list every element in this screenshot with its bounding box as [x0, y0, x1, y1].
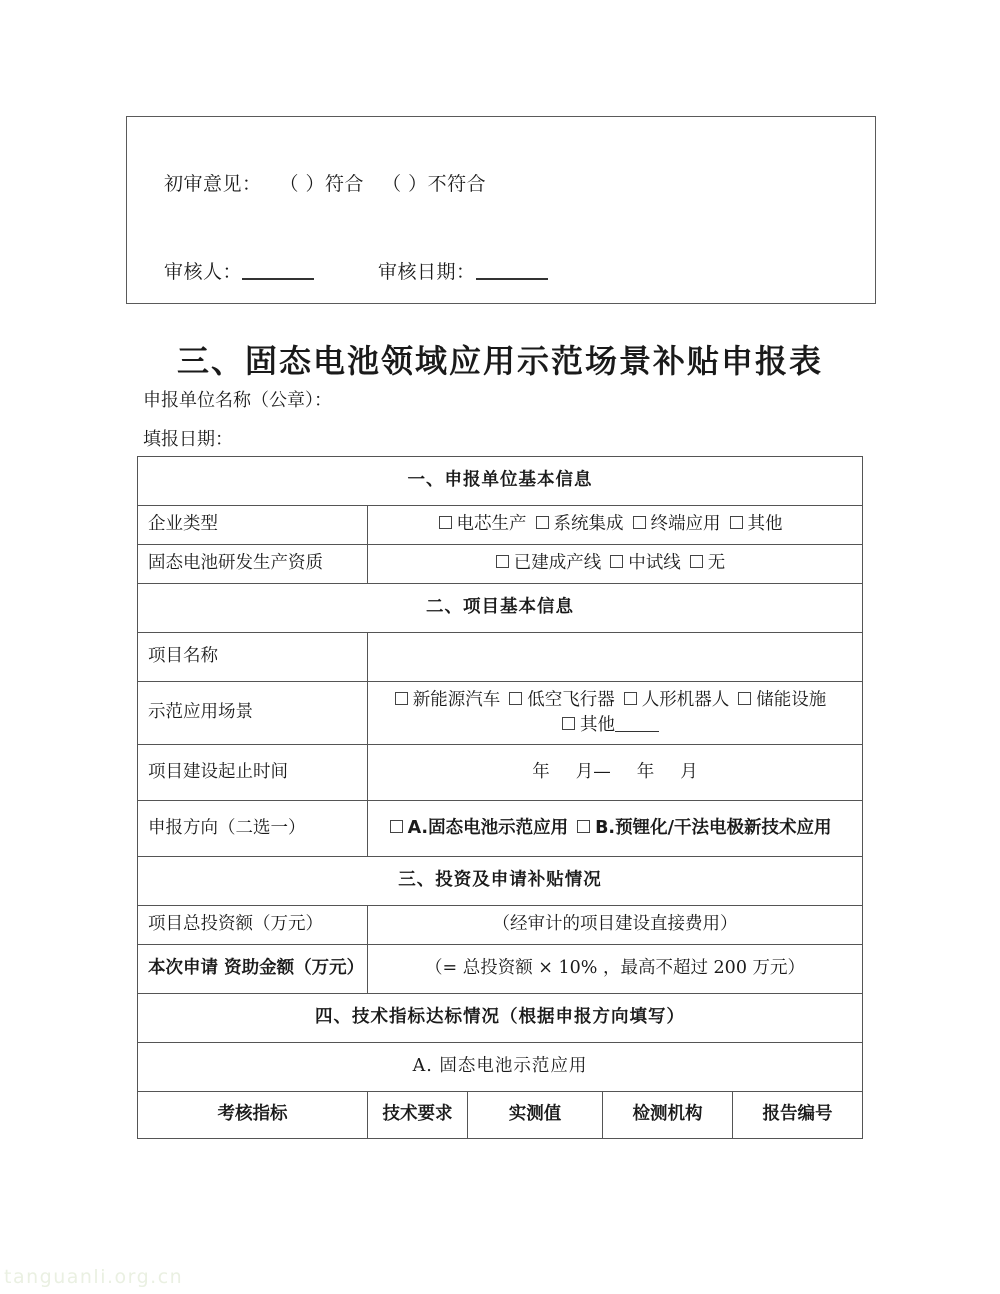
- checkbox-icon[interactable]: [390, 820, 403, 833]
- checkbox-option-other[interactable]: [730, 514, 783, 534]
- site-watermark: tanguanli.org.cn: [4, 1266, 184, 1288]
- build-period-end-month: 月: [680, 761, 698, 782]
- review-date-input-blank[interactable]: [476, 259, 548, 280]
- column-header-measured: 实测值: [468, 1092, 603, 1139]
- checkbox-icon[interactable]: [690, 555, 703, 568]
- table-row: [138, 1043, 863, 1092]
- checkbox-icon[interactable]: [624, 692, 637, 705]
- review-option-not-conform[interactable]: （ ）不符合: [382, 173, 487, 195]
- table-row: [138, 945, 863, 994]
- fill-date-label: 填报日期：: [143, 429, 233, 450]
- table-row: [138, 584, 863, 633]
- option-label: 系统集成: [553, 514, 624, 535]
- checkbox-option-evtol[interactable]: [509, 690, 615, 710]
- checkbox-icon[interactable]: [509, 692, 522, 705]
- column-header-requirement: 技术要求: [368, 1092, 468, 1139]
- value-declare-direction[interactable]: [368, 801, 863, 857]
- table-row: [138, 506, 863, 545]
- table-row: [138, 994, 863, 1043]
- reviewer-line: [164, 257, 548, 284]
- value-qualification[interactable]: [368, 545, 863, 584]
- table-row: [138, 682, 863, 745]
- checkbox-icon[interactable]: [577, 820, 590, 833]
- value-subsidy-request[interactable]: （= 总投资额 × 10% ，最高不超过 200 万元）: [368, 945, 863, 994]
- checkbox-option-direction-b[interactable]: [577, 818, 831, 838]
- build-period-end-year: 年: [636, 761, 655, 782]
- review-opinion-label: 初审意见：: [164, 173, 262, 195]
- reviewer-label: 审核人：: [164, 261, 243, 283]
- applicant-name-label: 申报单位名称（公章）：: [143, 390, 332, 411]
- label-declare-direction: 申报方向（二选一）: [138, 801, 368, 857]
- checkbox-icon[interactable]: [536, 516, 549, 529]
- option-label: 低空飞行器: [527, 689, 615, 710]
- option-label: B.预锂化/干法电极新技术应用: [595, 817, 832, 838]
- checkbox-option-cell-production[interactable]: [439, 514, 527, 534]
- option-label: 中试线: [628, 553, 681, 574]
- review-date-label: 审核日期：: [378, 261, 476, 283]
- checkbox-option-none[interactable]: [690, 553, 726, 573]
- checkbox-option-built-line[interactable]: [496, 553, 602, 573]
- checkbox-icon[interactable]: [439, 516, 452, 529]
- value-total-investment[interactable]: （经审计的项目建设直接费用）: [368, 906, 863, 945]
- value-demo-scene[interactable]: [368, 682, 863, 745]
- review-option-conform[interactable]: （ ）符合: [279, 173, 365, 195]
- label-subsidy-request: 本次申请 资助金额（万元）: [138, 945, 368, 994]
- build-period-start-year: 年: [532, 761, 550, 782]
- label-qualification: 固态电池研发生产资质: [138, 545, 368, 584]
- scene-other-input-blank[interactable]: [615, 714, 659, 732]
- option-label: 电芯生产: [456, 514, 527, 535]
- reviewer-input-blank[interactable]: [242, 259, 314, 280]
- option-label: 人形机器人: [641, 689, 730, 710]
- option-label: 已建成产线: [513, 553, 602, 574]
- checkbox-option-nev[interactable]: [395, 690, 501, 710]
- column-header-metric: 考核指标: [138, 1092, 368, 1139]
- preliminary-review-box: [126, 116, 876, 304]
- checkbox-icon[interactable]: [633, 516, 646, 529]
- checkbox-option-terminal-application[interactable]: [633, 514, 721, 534]
- option-label: 其他: [580, 715, 616, 735]
- label-project-name: 项目名称: [138, 633, 368, 682]
- option-label: 新能源汽车: [412, 689, 501, 710]
- checkbox-icon[interactable]: [496, 555, 509, 568]
- option-label: A.固态电池示范应用: [407, 817, 569, 838]
- section-header-3: 三、投资及申请补贴情况: [138, 857, 863, 906]
- table-row: [138, 857, 863, 906]
- table-row: [138, 801, 863, 857]
- option-label: 储能设施: [756, 689, 827, 710]
- build-period-start-month: 月: [575, 761, 594, 782]
- table-row: [138, 457, 863, 506]
- section-header-4: 四、技术指标达标情况（根据申报方向填写）: [138, 994, 863, 1043]
- label-total-investment: 项目总投资额（万元）: [138, 906, 368, 945]
- column-header-report-no: 报告编号: [733, 1092, 863, 1139]
- checkbox-option-energy-storage[interactable]: [738, 690, 826, 710]
- checkbox-option-humanoid-robot[interactable]: [624, 690, 730, 710]
- table-row: [138, 1092, 863, 1139]
- column-header-agency: 检测机构: [603, 1092, 733, 1139]
- table-row: [138, 545, 863, 584]
- section-header-1: 一、申报单位基本信息: [138, 457, 863, 506]
- label-enterprise-type: 企业类型: [138, 506, 368, 545]
- checkbox-icon[interactable]: [730, 516, 743, 529]
- application-form-table: [137, 456, 863, 1139]
- checkbox-option-pilot-line[interactable]: [610, 553, 681, 573]
- value-project-name[interactable]: [368, 633, 863, 682]
- checkbox-icon[interactable]: [395, 692, 408, 705]
- build-period-dash: —: [593, 761, 611, 782]
- checkbox-icon[interactable]: [562, 717, 575, 730]
- option-label: 其他: [747, 514, 783, 535]
- checkbox-option-direction-a[interactable]: [390, 818, 569, 838]
- option-label: 无: [707, 553, 726, 574]
- review-opinion-line: [164, 169, 486, 196]
- section-header-2: 二、项目基本信息: [138, 584, 863, 633]
- checkbox-option-system-integration[interactable]: [536, 514, 624, 534]
- value-build-period[interactable]: [368, 745, 863, 801]
- label-build-period: 项目建设起止时间: [138, 745, 368, 801]
- checkbox-option-scene-other[interactable]: [562, 715, 659, 735]
- page-title: 三、固态电池领域应用示范场景补贴申报表: [176, 342, 823, 380]
- label-demo-scene: 示范应用场景: [138, 682, 368, 745]
- checkbox-icon[interactable]: [738, 692, 751, 705]
- section-subheader-a: A. 固态电池示范应用: [138, 1043, 863, 1092]
- checkbox-icon[interactable]: [610, 555, 623, 568]
- table-row: [138, 633, 863, 682]
- table-row: [138, 745, 863, 801]
- option-label: 终端应用: [650, 514, 721, 535]
- value-enterprise-type[interactable]: [368, 506, 863, 545]
- table-row: [138, 906, 863, 945]
